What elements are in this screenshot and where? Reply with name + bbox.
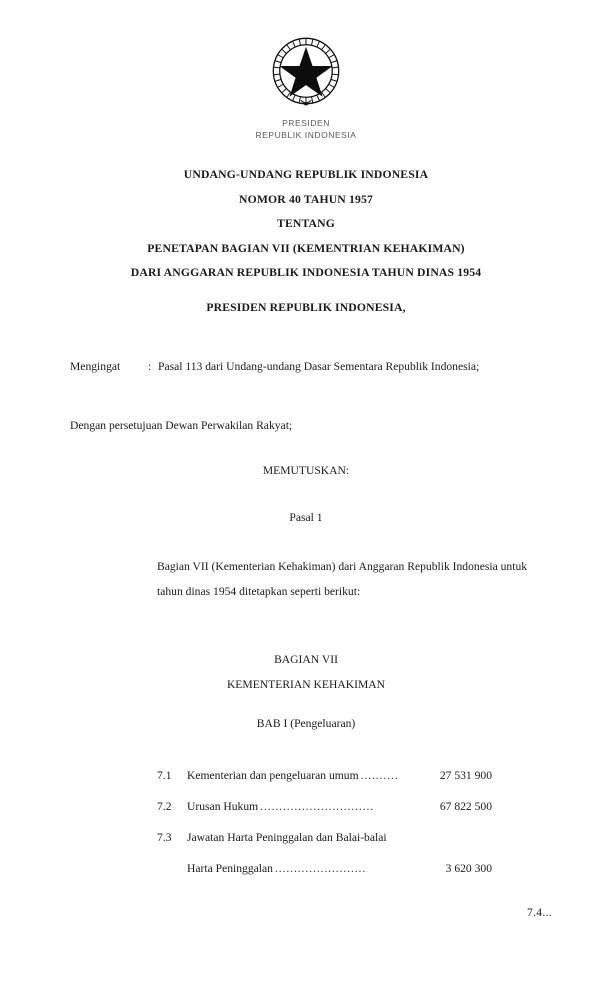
emblem-caption-line-2: REPUBLIK INDONESIA: [255, 129, 357, 140]
budget-item-amount: 3 620 300: [445, 862, 492, 875]
page-continuation-marker: 7.4...: [527, 906, 552, 919]
budget-item-label: Jawatan Harta Peninggalan dan Balai-balai: [187, 831, 387, 844]
section-heading-line-2: KEMENTERIAN KEHAKIMAN: [226, 678, 386, 691]
title-line-2: NOMOR 40 TAHUN 1957: [239, 192, 373, 206]
budget-item-continuation-label: Harta Peninggalan: [187, 862, 273, 875]
title-line-4: PENETAPAN BAGIAN VII (KEMENTRIAN KEHAKIMAN): [147, 241, 465, 255]
title-line-3: TENTANG: [277, 217, 335, 231]
emblem-caption-line-1: PRESIDEN: [282, 118, 330, 128]
budget-item-number: 7.1: [157, 769, 172, 782]
article-heading: Pasal 1: [289, 511, 323, 524]
decides-heading: MEMUTUSKAN:: [262, 464, 350, 477]
budget-item-leader-dots: ..............................: [260, 800, 375, 813]
budget-item-label: Urusan Hukum: [187, 800, 259, 813]
body-paragraph: Bagian VII (Kementerian Kehakiman) dari Anggaran Republik Indonesia untuk tahun dinas 1954 ditetapkan seperti berikut:: [157, 560, 528, 598]
budget-item-continuation-row: [157, 853, 492, 884]
budget-item-number: 7.2: [157, 800, 172, 813]
budget-item-leader-dots: ........................: [274, 862, 367, 875]
presidential-emblem-block: [0, 28, 612, 141]
budget-item-amount: 27 531 900: [439, 769, 492, 782]
budget-item-list: [157, 760, 492, 884]
budget-item-row: [157, 760, 492, 791]
considerans-colon: :: [148, 360, 152, 373]
garuda-star-wreath-emblem-icon: [263, 28, 349, 114]
budget-item-row: [157, 791, 492, 822]
issuing-authority: PRESIDEN REPUBLIK INDONESIA,: [206, 301, 406, 314]
budget-item-leader-dots: ..........: [360, 769, 399, 782]
considerans-text: Pasal 113 dari Undang-undang Dasar Sementara Republik Indonesia;: [158, 360, 480, 373]
title-line-5: DARI ANGGARAN REPUBLIK INDONESIA TAHUN DINAS 1954: [130, 266, 482, 280]
considerans-label: Mengingat: [70, 360, 121, 373]
emblem-caption: [0, 118, 612, 141]
consent-line: Dengan persetujuan Dewan Perwakilan Rakyat;: [70, 419, 293, 432]
section-heading: [60, 647, 552, 697]
budget-item-number: 7.3: [157, 831, 172, 844]
considerans-row: [70, 359, 550, 375]
budget-item-amount: 67 822 500: [439, 800, 492, 813]
chapter-heading: BAB I (Pengeluaran): [256, 717, 356, 730]
section-heading-line-1: BAGIAN VII: [274, 653, 338, 666]
budget-item-row: [157, 822, 492, 853]
title-line-1: UNDANG-UNDANG REPUBLIK INDONESIA: [183, 168, 429, 181]
document-title-block: [60, 163, 552, 286]
budget-item-label: Kementerian dan pengeluaran umum: [187, 769, 359, 782]
